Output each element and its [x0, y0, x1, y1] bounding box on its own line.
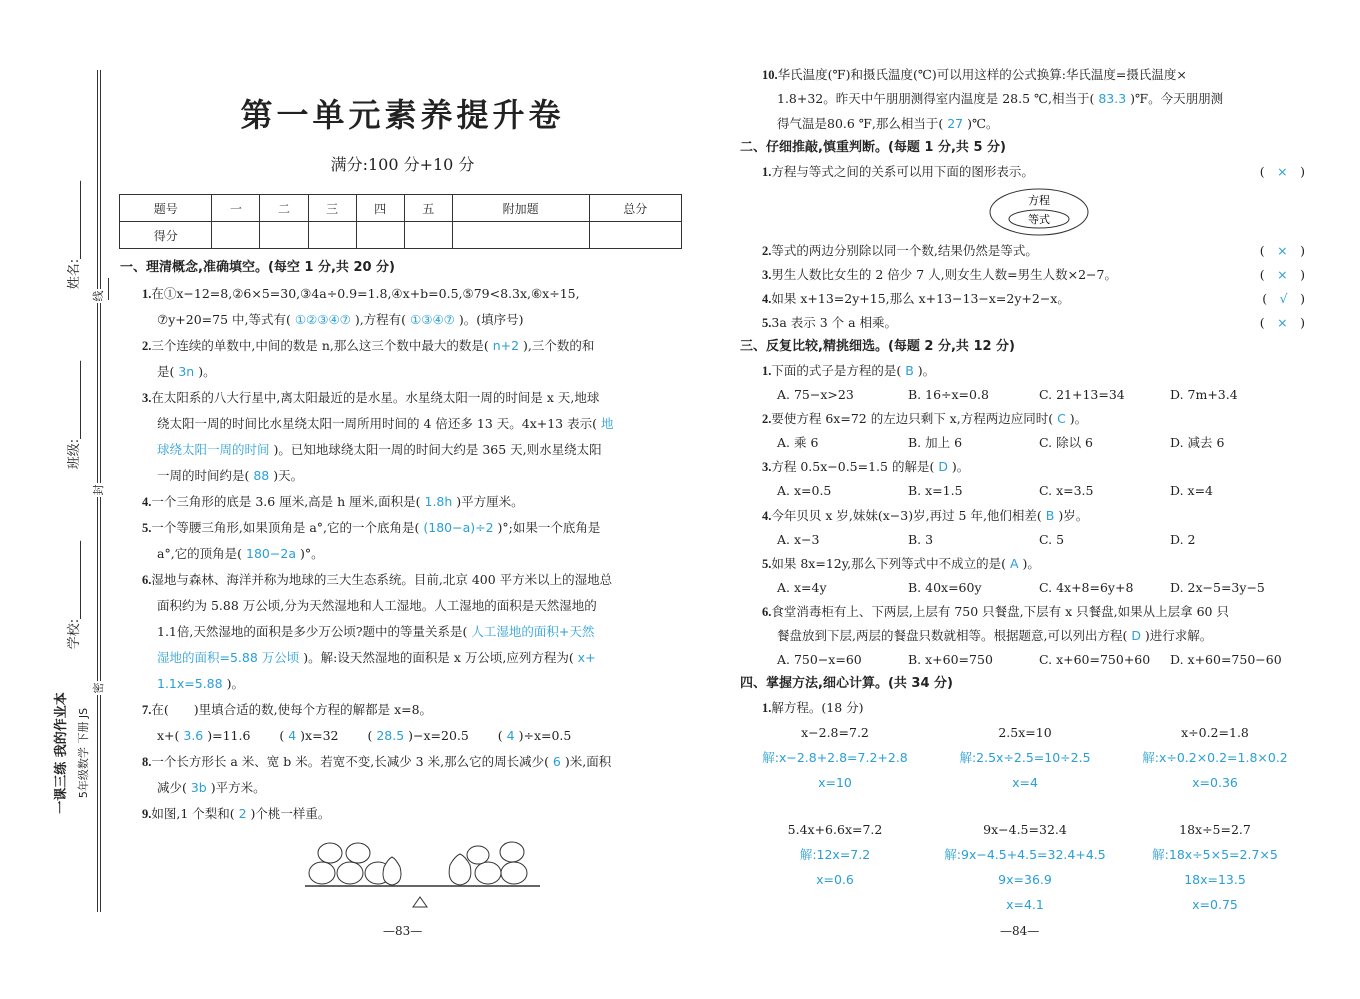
option: A. x−3: [777, 531, 820, 547]
question-text: )°;如果一个底角是: [493, 520, 601, 535]
answer-text: ①②③④⑦: [294, 312, 351, 327]
option: A. x=0.5: [777, 483, 832, 499]
page-number-right: —84—: [1000, 924, 1040, 938]
question-line: [120, 385, 688, 411]
question-line: [120, 489, 688, 515]
score-header-cell: 题号: [120, 195, 212, 222]
question-text: )。: [1018, 555, 1040, 571]
answer-text: 1.1x=5.88: [157, 676, 223, 691]
question-text: )。: [222, 676, 244, 691]
question-number: 5.: [762, 556, 772, 571]
question-number: 1.: [762, 364, 772, 379]
answer-text: (180−a)÷2: [423, 520, 494, 535]
question-text: )−x=20.5 (: [404, 728, 507, 743]
question-number: 2.: [762, 412, 772, 427]
balance-scale-figure: [300, 835, 545, 915]
question-line: [120, 307, 688, 333]
judgement-answer: ( × ): [1259, 164, 1305, 180]
full-score: 满分:100 分+10 分: [330, 155, 475, 174]
section-heading: [740, 335, 1305, 359]
question-text: 今年贝贝 x 岁,妹妹(x−3)岁,再过 5 年,他们相差(: [771, 507, 1046, 523]
question-text: )℃。: [963, 115, 999, 131]
answer-text: n+2: [492, 338, 520, 353]
option: D. 2x−5=3y−5: [1170, 579, 1265, 595]
question-number: 1.: [762, 165, 772, 180]
option: B. 加上 6: [908, 435, 963, 451]
option: C. x=3.5: [1039, 483, 1094, 499]
question-number: 7.: [142, 703, 152, 717]
question-text: 男生人数比女生的 2 倍少 7 人,则女生人数=男生人数×2−7。: [771, 267, 1117, 283]
question-line: [120, 515, 688, 541]
equation-text: 18x÷5=2.7: [1179, 822, 1251, 837]
score-header-cell: 四: [356, 195, 404, 222]
question-line: [740, 239, 1305, 263]
option: D. 7m+3.4: [1170, 387, 1238, 403]
judge-mark: ×: [1277, 267, 1288, 283]
judge-mark: ×: [1277, 315, 1288, 331]
solution-step: x=0.36: [1192, 775, 1238, 790]
options-row: [740, 576, 1305, 600]
option: B. x=1.5: [908, 483, 963, 499]
question-number: 3.: [762, 268, 772, 283]
answer-text: 180−2a: [246, 546, 296, 561]
solution-step: 解:18x÷5×5=2.7×5: [1152, 847, 1278, 862]
question-line: [120, 749, 688, 775]
school-field[interactable]: 学校:____________: [67, 540, 82, 650]
question-line: [740, 63, 1305, 87]
answer-text: 28.5: [376, 728, 405, 743]
question-line: [120, 411, 688, 437]
equation-text: 9x−4.5=32.4: [983, 822, 1067, 837]
answer-text: 83.3: [1098, 91, 1127, 107]
solution-step: 18x=13.5: [1184, 872, 1246, 887]
section-heading: [120, 255, 688, 281]
question-text: ⑦y+20=75 中,等式有(: [157, 312, 295, 327]
answer-text: 27: [947, 115, 964, 131]
question-line: [740, 263, 1305, 287]
answer-text: 4: [288, 728, 297, 743]
question-line: [120, 359, 688, 385]
answer-text: 地: [600, 416, 614, 431]
fulcrum-icon: [413, 897, 427, 907]
question-line: [120, 437, 688, 463]
question-text: 食堂消毒柜有上、下两层,上层有 750 只餐盘,下层有 x 只餐盘,如果从上层拿 60 只: [771, 603, 1229, 619]
option: A. 乘 6: [777, 435, 819, 451]
question-text: a°,它的顶角是(: [157, 546, 247, 561]
judgement-answer: ( √ ): [1262, 291, 1305, 307]
question-text: )个桃一样重。: [246, 806, 331, 821]
answer-text: 3b: [190, 780, 207, 795]
solution-step: x=0.6: [816, 872, 854, 887]
question-number: 1.: [142, 287, 152, 301]
question-line: [120, 645, 688, 671]
score-header-cell: 二: [260, 195, 308, 222]
answer-text: B: [905, 363, 914, 379]
score-cell[interactable]: [308, 222, 356, 249]
question-text: 一个三角形的底是 3.6 厘米,高是 h 厘米,面积是(: [151, 494, 425, 509]
question-line: [740, 696, 1305, 720]
equation-text: 2.5x=10: [998, 725, 1052, 740]
question-text: x+(: [157, 728, 184, 743]
question-text: 要使方程 6x=72 的左边只剩下 x,方程两边应同时(: [771, 411, 1058, 427]
question-text: )岁。: [1054, 507, 1089, 523]
question-text: 四、掌握方法,细心计算。(共 34 分): [740, 675, 953, 691]
question-number: 5.: [762, 316, 772, 331]
question-text: 方程与等式之间的关系可以用下面的图形表示。: [771, 164, 1034, 180]
seal-mark-xian: 线: [92, 290, 105, 302]
judge-mark: ×: [1277, 164, 1288, 180]
solution-step: 解:9x−4.5+4.5=32.4+4.5: [944, 847, 1106, 862]
question-line: [120, 801, 688, 827]
question-number: 8.: [142, 755, 152, 769]
answer-text: B: [1045, 507, 1055, 523]
section-left: [120, 255, 688, 827]
answer-text: 人工湿地的面积+天然: [471, 624, 595, 639]
section-right-bottom: [740, 239, 1305, 720]
options-row: [740, 431, 1305, 455]
score-header-cell: 附加题: [452, 195, 589, 222]
question-text: )=11.6 (: [203, 728, 289, 743]
equation-block: [925, 720, 1125, 795]
solution-step: 解:12x=7.2: [799, 847, 871, 862]
question-text: )平方厘米。: [452, 494, 524, 509]
question-number: 4.: [762, 508, 772, 523]
question-text: )。(填序号): [454, 312, 524, 327]
peach-icon: [467, 842, 527, 884]
equation-block: [1115, 817, 1315, 917]
page-title: 第一单元素养提升卷: [240, 96, 565, 134]
question-line: [120, 593, 688, 619]
question-line: [740, 600, 1305, 624]
question-text: 一个等腰三角形,如果顶角是 a°,它的一个底角是(: [151, 520, 424, 535]
equation-block: [735, 720, 935, 795]
question-text: )天。: [269, 468, 304, 483]
judgement-answer: ( × ): [1259, 243, 1305, 258]
question-line: [120, 281, 688, 307]
option: A. x=4y: [777, 579, 827, 595]
question-number: 1.: [762, 700, 772, 715]
venn-outer-label: 方程: [1028, 194, 1050, 207]
question-text: 在①x−12=8,②6×5=30,③4a÷0.9=1.8,④x+b=0.5,⑤79<8.3x,⑥x÷15,: [151, 286, 580, 301]
solution-step: 9x=36.9: [998, 872, 1052, 887]
solution-step: 解:2.5x÷2.5=10÷2.5: [959, 750, 1091, 765]
option: B. x+60=750: [908, 651, 993, 667]
score-cell[interactable]: [260, 222, 308, 249]
question-text: 等式的两边分别除以同一个数,结果仍然是等式。: [771, 243, 1038, 258]
question-text: )进行求解。: [1140, 627, 1213, 643]
option: A. 75−x>23: [777, 387, 854, 403]
question-line: [740, 311, 1305, 335]
answer-text: 6: [552, 754, 561, 769]
solution-step: 解:x÷0.2×0.2=1.8×0.2: [1142, 750, 1288, 765]
page-number-left: —83—: [383, 924, 423, 938]
score-cell[interactable]: [589, 222, 681, 249]
question-text: )。解:设天然湿地的面积是 x 万公顷,应列方程为(: [299, 650, 578, 665]
answer-text: D: [938, 459, 948, 475]
question-number: 6.: [142, 573, 152, 587]
judge-mark: ×: [1277, 243, 1288, 258]
score-cell[interactable]: [356, 222, 404, 249]
score-cell[interactable]: [212, 222, 260, 249]
answer-text: 湿地的面积=5.88 万公顷: [157, 650, 300, 665]
venn-inner-label: 等式: [1028, 213, 1050, 226]
question-text: 面积约为 5.88 万公顷,分为天然湿地和人工湿地。人工湿地的面积是天然湿地的: [157, 598, 597, 613]
option: D. x=4: [1170, 483, 1213, 499]
option: A. 750−x=60: [777, 651, 862, 667]
equation-text: 5.4x+6.6x=7.2: [787, 822, 883, 837]
solution-step: x=0.75: [1192, 897, 1238, 912]
section-right-top: [740, 63, 1305, 184]
question-line: [120, 775, 688, 801]
options-row: [740, 479, 1305, 503]
judge-mark: √: [1279, 291, 1288, 307]
score-header-cell: 三: [308, 195, 356, 222]
book-info: 5年级数学 下册 JS: [77, 707, 90, 799]
question-text: )。已知地球绕太阳一周的时间大约是 365 天,则水星绕太阳: [269, 442, 602, 457]
option: C. 4x+8=6y+8: [1039, 579, 1134, 595]
solution-step: x=4.1: [1006, 897, 1044, 912]
question-line: [120, 697, 688, 723]
score-header-row: [120, 195, 682, 222]
question-text: 餐盘放到下层,两层的餐盘只数就相等。根据题意,可以列出方程(: [777, 627, 1132, 643]
question-text: 在太阳系的八大行星中,离太阳最近的是水星。水星绕太阳一周的时间是 x 天,地球: [151, 390, 600, 405]
seal-mark-mi: 密: [92, 682, 105, 694]
option: D. 减去 6: [1170, 435, 1225, 451]
answer-text: 4: [506, 728, 515, 743]
option: B. 3: [908, 531, 934, 547]
solution-step: x=10: [818, 775, 852, 790]
class-label: 班级:: [67, 438, 82, 470]
school-label: 学校:: [67, 618, 82, 650]
question-number: 3.: [762, 460, 772, 475]
option: B. 40x=60y: [908, 579, 982, 595]
question-text: 解方程。(18 分): [771, 699, 864, 715]
question-text: 一、理清概念,准确填空。(每空 1 分,共 20 分): [120, 260, 395, 275]
question-text: 3a 表示 3 个 a 相乘。: [771, 315, 898, 331]
answer-text: 3n: [178, 364, 195, 379]
answer-text: 球绕太阳一周的时间: [157, 442, 270, 457]
question-line: [740, 87, 1305, 111]
question-text: )÷x=0.5: [514, 728, 572, 743]
option: C. 5: [1039, 531, 1065, 547]
question-text: 如图,1 个梨和(: [151, 806, 239, 821]
question-text: 华氏温度(℉)和摄氏温度(℃)可以用这样的公式换算:华氏温度=摄氏温度×: [777, 67, 1187, 82]
question-line: [120, 333, 688, 359]
question-line: [120, 567, 688, 593]
option: C. 除以 6: [1039, 435, 1093, 451]
question-text: 在( )里填合适的数,使每个方程的解都是 x=8。: [151, 702, 433, 717]
question-line: [120, 463, 688, 489]
question-text: 得气温是80.6 ℉,那么相当于(: [777, 115, 948, 131]
solution-step: x=4: [1012, 775, 1038, 790]
score-table: [119, 194, 682, 249]
answer-text: D: [1131, 627, 1141, 643]
answer-text: ①③④⑦: [410, 312, 455, 327]
seal-mark-feng: 封: [92, 484, 105, 496]
answer-text: x+: [577, 650, 596, 665]
question-text: 一周的时间约是(: [157, 468, 254, 483]
question-text: )。: [194, 364, 216, 379]
score-cell[interactable]: [404, 222, 452, 249]
score-header-cell: 五: [404, 195, 452, 222]
question-line: [740, 624, 1305, 648]
question-text: 如果 8x=12y,那么下列等式中不成立的是(: [771, 555, 1010, 571]
solution-step: 解:x−2.8+2.8=7.2+2.8: [762, 750, 908, 765]
question-line: [740, 455, 1305, 479]
question-text: 三个连续的单数中,中间的数是 n,那么这三个数中最大的数是(: [151, 338, 493, 353]
answer-text: 1.8h: [424, 494, 453, 509]
question-line: [740, 359, 1305, 383]
question-text: )°。: [295, 546, 324, 561]
judgement-answer: ( × ): [1259, 315, 1305, 331]
question-text: 绕太阳一周的时间比水星绕太阳一周所用时间的 4 倍还多 13 天。4x+13 表示(: [157, 416, 601, 431]
question-line: [740, 407, 1305, 431]
question-line: [120, 541, 688, 567]
equation-block: [1115, 720, 1315, 795]
answer-text: A: [1009, 555, 1019, 571]
question-line: [740, 287, 1305, 311]
options-row: [740, 383, 1305, 407]
question-text: ),三个数的和: [519, 338, 595, 353]
question-text: 是(: [157, 364, 179, 379]
question-text: 二、仔细推敲,慎重判断。(每题 1 分,共 5 分): [740, 139, 1006, 155]
question-line: [740, 552, 1305, 576]
option: D. x+60=750−60: [1170, 651, 1282, 667]
equation-text: x÷0.2=1.8: [1181, 725, 1249, 740]
score-row: [120, 222, 682, 249]
question-text: )。: [947, 459, 970, 475]
class-field[interactable]: 班级:____________: [67, 360, 82, 470]
question-text: 一个长方形长 a 米、宽 b 米。若宽不变,长减少 3 米,那么它的周长减少(: [151, 754, 553, 769]
option: D. 2: [1170, 531, 1196, 547]
question-text: 1.1倍,天然湿地的面积是多少万公顷?题中的等量关系是(: [157, 624, 472, 639]
question-number: 5.: [142, 521, 152, 535]
question-text: )。: [1065, 411, 1088, 427]
question-line: [740, 504, 1305, 528]
question-line: [120, 619, 688, 645]
score-row-label: 得分: [120, 222, 212, 249]
question-text: )平方米。: [206, 780, 266, 795]
question-number: 6.: [762, 604, 772, 619]
options-row: [740, 528, 1305, 552]
question-number: 10.: [762, 68, 778, 82]
equation-block: [735, 817, 935, 892]
judgement-answer: ( × ): [1259, 267, 1305, 283]
options-row: [740, 648, 1305, 672]
option: C. 21+13=34: [1039, 387, 1125, 403]
question-number: 4.: [142, 495, 152, 509]
question-text: 湿地与森林、海洋并称为地球的三大生态系统。目前,北京 400 平方米以上的湿地总: [151, 572, 613, 587]
question-text: 减少(: [157, 780, 191, 795]
venn-diagram: [988, 187, 1092, 239]
question-number: 3.: [142, 391, 152, 405]
score-cell[interactable]: [452, 222, 589, 249]
question-text: )。: [913, 363, 936, 379]
equation-text: x−2.8=7.2: [801, 725, 869, 740]
name-field[interactable]: 姓名:____________: [67, 180, 82, 290]
section-heading: [740, 672, 1305, 696]
question-line: [740, 160, 1305, 184]
name-label: 姓名:: [67, 258, 82, 290]
equation-block: [925, 817, 1125, 917]
question-text: 1.8+32。昨天中午朋朋测得室内温度是 28.5 ℃,相当于(: [777, 91, 1099, 107]
option: B. 16÷x=0.8: [908, 387, 989, 403]
question-text: ),方程有(: [350, 312, 411, 327]
option: C. x+60=750+60: [1039, 651, 1151, 667]
question-number: 2.: [142, 339, 152, 353]
answer-text: C: [1057, 411, 1066, 427]
question-text: 方程 0.5x−0.5=1.5 的解是(: [771, 459, 939, 475]
short-rule: [108, 278, 109, 300]
answer-text: 2: [238, 806, 247, 821]
question-text: 如果 x+13=2y+15,那么 x+13−13−x=2y+2−x。: [771, 291, 1070, 307]
question-text: )米,面积: [560, 754, 612, 769]
question-text: 下面的式子是方程的是(: [771, 363, 906, 379]
question-text: )℉。今天朋朋测: [1126, 91, 1224, 107]
question-line: [740, 112, 1305, 136]
question-line: [120, 723, 688, 749]
question-number: 9.: [142, 807, 152, 821]
pear-icon: [383, 854, 471, 885]
answer-text: 3.6: [183, 728, 204, 743]
question-text: )x=32 (: [296, 728, 377, 743]
score-header-cell: 一: [212, 195, 260, 222]
section-heading: [740, 136, 1305, 160]
question-number: 2.: [762, 244, 772, 258]
question-line: [120, 671, 688, 697]
brand-logo: 一课三练 我的作业本: [54, 692, 69, 814]
score-header-cell: 总分: [589, 195, 681, 222]
peach-icon: [309, 843, 391, 884]
question-number: 4.: [762, 292, 772, 307]
answer-text: 88: [253, 468, 270, 483]
question-text: 三、反复比较,精挑细选。(每题 2 分,共 12 分): [740, 339, 1015, 355]
